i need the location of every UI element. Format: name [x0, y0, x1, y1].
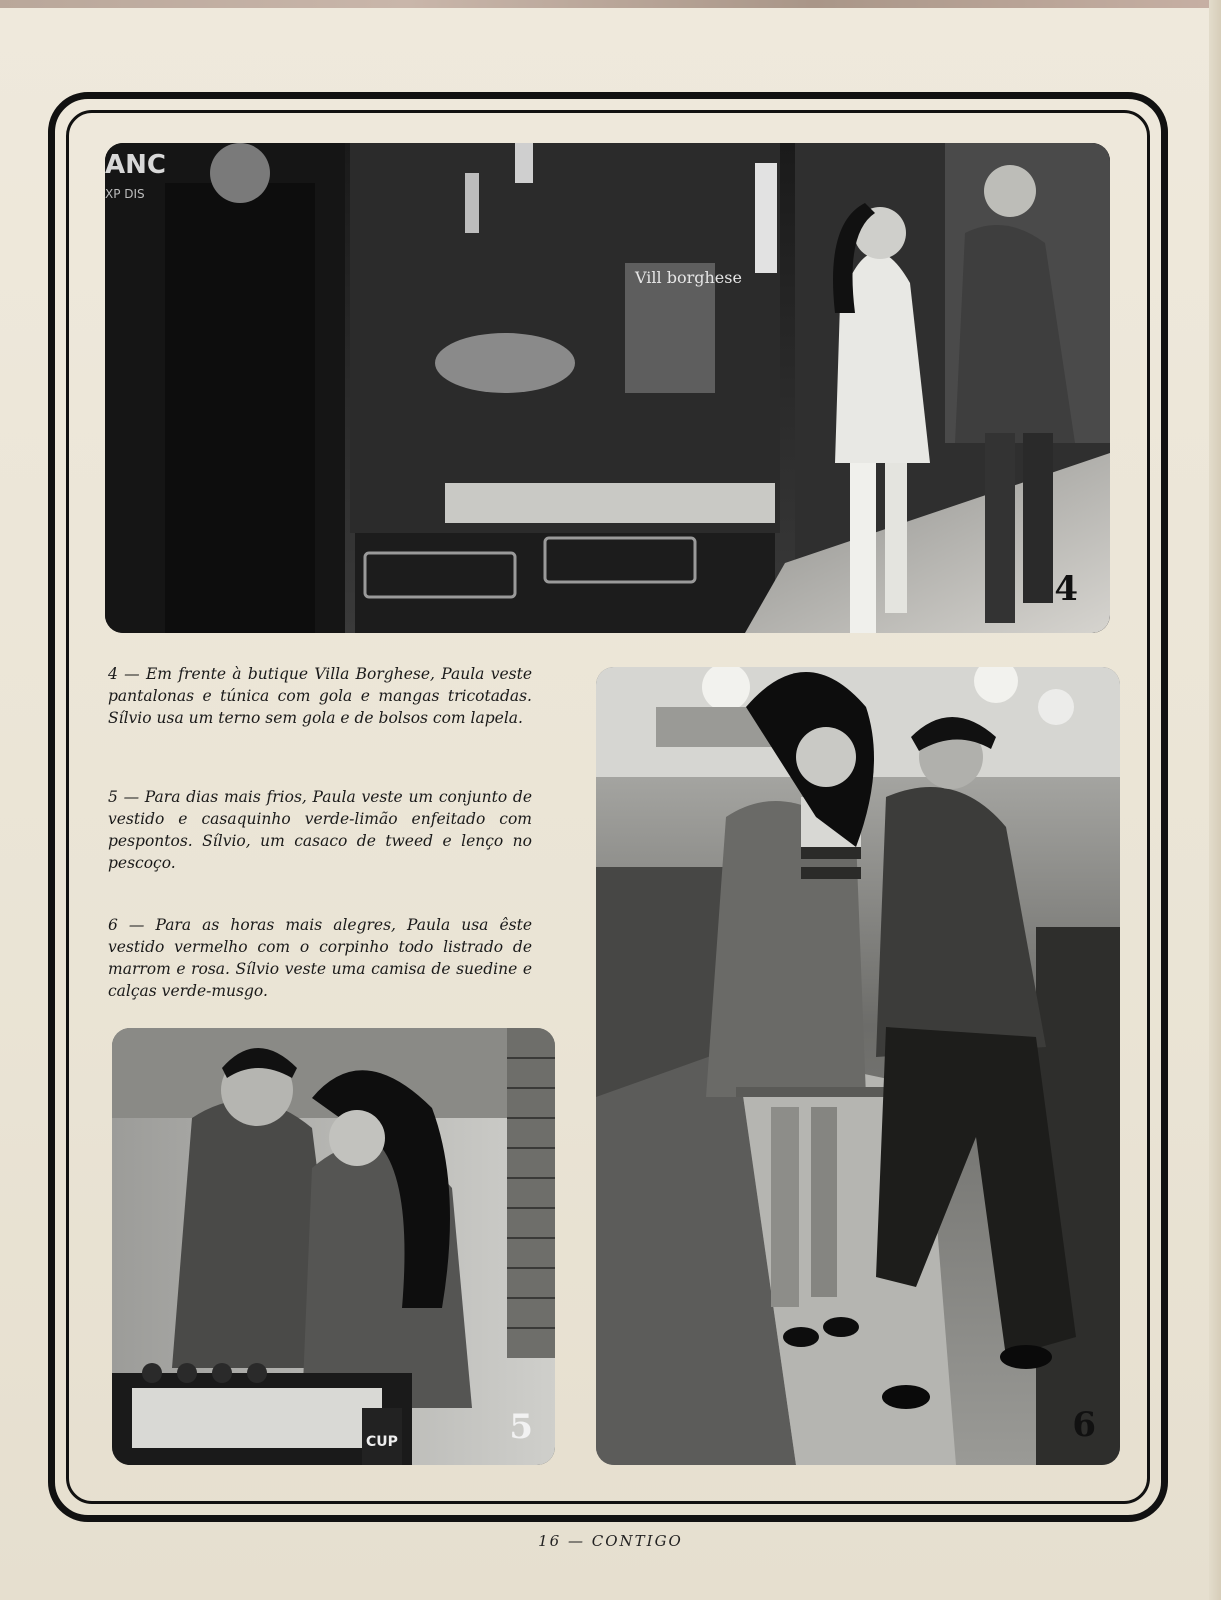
shop-sign-subtext: XP DIS	[105, 187, 145, 201]
photo-6-couple	[596, 667, 1120, 1465]
caption-5: 5 — Para dias mais frios, Paula veste um conjunto de vestido e casaquinho verde-limão enfeitado com pespontos. Sílvio, um casaco de tweed e lenço no pescoço.	[108, 788, 532, 872]
photo-4-number: 4	[1054, 569, 1078, 609]
photo-5-couple	[112, 1028, 555, 1465]
page-footer: 16 — CONTIGO	[538, 1532, 683, 1550]
photo-5-image	[112, 1028, 555, 1465]
shop-sign-text: ANC	[105, 150, 166, 180]
caption-4: 4 — Em frente à butique Villa Borghese, Paula veste pantalonas e túnica com gola e mangas tricotadas. Sílvio usa um terno sem gola e de bolsos com lapela.	[108, 665, 532, 727]
photo-5-number: 5	[509, 1407, 533, 1447]
photo-6-image	[596, 667, 1120, 1465]
photo-4-boutique	[105, 143, 1110, 633]
caption-6: 6 — Para as horas mais alegres, Paula usa êste vestido vermelho com o corpinho todo listrado de marrom e rosa. Sílvio veste uma camisa de suedine e calças verde-musgo.	[108, 916, 532, 1000]
photo-6-number: 6	[1072, 1405, 1096, 1445]
page-edge	[1209, 0, 1221, 1600]
window-lettering: Vill borghese	[635, 268, 742, 287]
top-edge-strip	[0, 0, 1221, 8]
photo-4-image	[105, 143, 1110, 633]
cup-pack-text: CUP	[366, 1434, 398, 1450]
